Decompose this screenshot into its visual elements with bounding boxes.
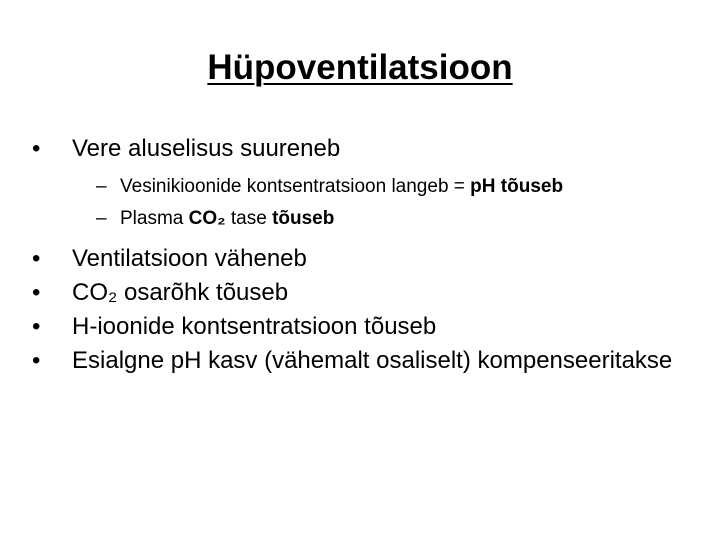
bullet-item [32,276,692,310]
bullet-item [32,344,692,378]
sub-bullet-item [32,206,692,232]
bullet-text: H-ioonide kontsentratsioon tõuseb [72,313,437,340]
bullet-marker: • [32,279,41,306]
bullet-list [32,132,692,378]
sub-bullet-marker: – [96,208,107,229]
bullet-marker: • [32,347,41,374]
bullet-marker: • [32,313,41,340]
sub-bullet-emphasis: pH tõuseb [470,176,564,197]
bullet-item [32,132,692,166]
bullet-item [32,242,692,276]
bullet-marker: • [32,245,41,272]
bullet-text: Vere aluselisus suureneb [72,135,341,162]
sub-bullet-text: Vesinikioonide kontsentratsioon langeb = [120,176,471,197]
bullet-text: CO₂ osarõhk tõuseb [72,279,289,306]
sub-bullet-marker: – [96,176,107,197]
sub-bullet-text: tase [225,208,273,229]
slide-title: Hüpoventilatsioon [207,48,513,87]
sub-bullet-emphasis: tõuseb [272,208,335,229]
bullet-item [32,310,692,344]
bullet-marker: • [32,135,41,162]
sub-bullet-item [32,174,692,200]
bullet-text: Esialgne pH kasv (vähemalt osaliselt) kompenseeritakse [72,347,673,374]
sub-bullet-text: Plasma [120,208,189,229]
sub-bullet-emphasis: CO₂ [188,208,226,229]
bullet-text: Ventilatsioon väheneb [72,245,307,272]
